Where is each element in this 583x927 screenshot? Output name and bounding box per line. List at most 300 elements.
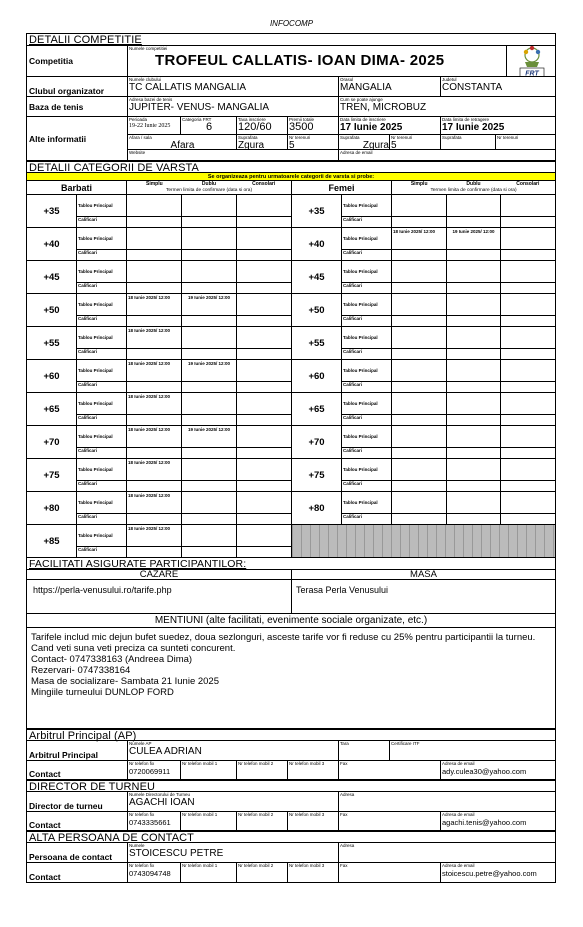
other-contact-label: Contact	[27, 863, 128, 882]
club-label: Clubul organizator	[27, 77, 128, 96]
director-fax-caption: Fax	[340, 812, 348, 817]
director-email-caption: Adresa de email	[442, 812, 475, 817]
qualifying-label: Calificari	[78, 381, 98, 387]
age-category: +70	[27, 426, 77, 458]
base-address: JUPITER- VENUS- MANGALIA	[129, 102, 270, 113]
category-row	[292, 393, 555, 426]
draw-types	[77, 327, 127, 359]
dublu-deadline: 19 Iunie 2025/ 12:00	[182, 360, 237, 381]
dublu-deadline	[447, 360, 502, 381]
main-draw-label: Tablou Principal	[342, 327, 391, 349]
simplu-deadline	[392, 327, 447, 348]
deadline-slots	[127, 360, 291, 392]
qualifying-label: Calificari	[343, 315, 363, 321]
draw-types	[77, 294, 127, 326]
other-fax-caption: Fax	[340, 863, 348, 868]
deadline-slots	[127, 393, 291, 425]
deadline-slots	[392, 294, 555, 326]
referee-label: Arbitrul Principal	[27, 741, 128, 760]
consolari-deadline	[501, 327, 555, 348]
section-competition: DETALII COMPETITIE	[27, 34, 555, 46]
referee-mobile2-caption: Nr telefon mobil 2	[238, 761, 274, 766]
draw-types	[342, 360, 392, 392]
area-value: Afara	[170, 140, 195, 149]
other-name-caption: Numele	[129, 843, 145, 848]
consolari-deadline	[237, 459, 291, 480]
qualifying-label: Calificari	[343, 513, 363, 519]
age-category: +50	[292, 294, 342, 326]
category-row	[292, 228, 555, 261]
category-row	[27, 327, 291, 360]
main-draw-label: Tablou Principal	[342, 294, 391, 316]
deadline-slots	[392, 426, 555, 458]
draw-types	[77, 492, 127, 524]
main-draw-label: Tablou Principal	[77, 228, 126, 250]
consolari-deadline	[237, 195, 291, 216]
deadline-slots	[127, 459, 291, 491]
director-contact-row	[27, 812, 555, 831]
masa-value: Terasa Perla Venusului	[296, 585, 389, 595]
qualifying-label: Calificari	[343, 216, 363, 222]
qualifying-label: Calificari	[78, 249, 98, 255]
period-caption: Perioada	[129, 117, 148, 122]
city-value: MANGALIA	[340, 82, 392, 93]
referee-mobile1-caption: Nr telefon mobil 1	[182, 761, 218, 766]
consolari-deadline	[237, 261, 291, 282]
reach-cell	[339, 97, 555, 116]
deadline-slots	[127, 525, 291, 557]
category-row	[27, 228, 291, 261]
frt-logo-text: FRT	[524, 70, 539, 76]
category-row	[292, 492, 555, 525]
simplu-deadline: 18 Iunie 2025/ 12:00	[127, 360, 182, 381]
director-name: AGACHI IOAN	[129, 797, 195, 808]
simplu-deadline: 18 Iunie 2025/ 12:00	[127, 459, 182, 480]
category-row	[27, 393, 291, 426]
category-caption: Categoria FRT	[182, 117, 212, 122]
simplu-deadline	[392, 261, 447, 282]
other-email-caption: Adresa de email	[442, 863, 475, 868]
dublu-deadline	[447, 459, 502, 480]
contacts-block	[27, 729, 555, 882]
women-simplu-header: Simplu	[410, 181, 428, 187]
simplu-deadline	[392, 492, 447, 513]
category-row	[27, 294, 291, 327]
draw-types	[342, 327, 392, 359]
main-draw-label: Tablou Principal	[342, 492, 391, 514]
withdrawal-deadline-caption: Data limita de retragere	[442, 117, 490, 122]
courts3-caption: Nr terenuri	[497, 135, 519, 140]
deadline-slots	[392, 261, 555, 293]
base-address-cell	[128, 97, 339, 116]
simplu-deadline	[392, 360, 447, 381]
simplu-deadline	[127, 195, 182, 216]
dublu-deadline: 19 Iunie 2025/ 12:00	[182, 426, 237, 447]
main-draw-label: Tablou Principal	[77, 294, 126, 316]
competition-name-caption: Numele competitiei	[129, 46, 168, 51]
consolari-deadline	[501, 228, 555, 249]
men-deadline-header: Termen limita de confirmare (data si ora)	[165, 188, 253, 193]
referee-fax-caption: Fax	[340, 761, 348, 766]
mention-line: Rezervari- 0747338164	[31, 665, 131, 676]
form-sheet	[26, 33, 556, 883]
prize-caption: Premii totale	[289, 117, 315, 122]
category-row	[27, 195, 291, 228]
courts2-value: 5	[391, 140, 397, 149]
mention-line: Contact- 0747338163 (Andreea Dima)	[31, 654, 193, 665]
consolari-deadline	[501, 459, 555, 480]
other-phone-caption: Nr telefon fix	[129, 863, 155, 868]
section-director: DIRECTOR DE TURNEU	[27, 780, 555, 792]
draw-types	[342, 294, 392, 326]
draw-types	[77, 195, 127, 227]
age-category: +45	[292, 261, 342, 293]
age-category: +65	[292, 393, 342, 425]
deadline-slots	[127, 426, 291, 458]
mention-line: Masa de socializare- Sambata 21 Iunie 2025	[31, 676, 220, 687]
age-category: +35	[27, 195, 77, 227]
simplu-deadline	[392, 393, 447, 414]
category-value: 6	[205, 121, 213, 133]
mentions-title: MENTIUNI (alte facilitati, evenimente sociale organizate, etc.)	[154, 615, 428, 626]
area-caption: Afara / sala	[129, 135, 152, 140]
draw-types	[77, 426, 127, 458]
director-contact-label: Contact	[27, 812, 128, 830]
referee-contact-row	[27, 761, 555, 780]
section-categories: DETALII CATEGORII DE VARSTA	[27, 161, 555, 173]
dublu-deadline	[447, 327, 502, 348]
referee-name-caption: Numele AP	[129, 741, 152, 746]
referee-mobile3-caption: Nr telefon mobil 3	[289, 761, 325, 766]
main-draw-label: Tablou Principal	[77, 426, 126, 448]
age-category: +50	[27, 294, 77, 326]
referee-cert-caption: Certificare ITF	[391, 741, 420, 746]
referee-phone-caption: Nr telefon fix	[129, 761, 155, 766]
referee-country-caption: Tara	[340, 741, 349, 746]
men-categories	[27, 181, 291, 558]
dublu-deadline: 19 Iunie 2025/ 12:00	[447, 228, 502, 249]
simplu-deadline: 18 Iunie 2025/ 12:00	[127, 393, 182, 414]
surface-caption: Suprafata	[238, 135, 258, 140]
director-name-row	[27, 792, 555, 812]
main-draw-label: Tablou Principal	[342, 228, 391, 250]
dublu-deadline	[447, 393, 502, 414]
surface2-caption: Suprafata	[340, 135, 360, 140]
base-address-caption: Adresa bazei de tenis	[129, 97, 173, 102]
category-row	[292, 360, 555, 393]
club-name: TC CALLATIS MANGALIA	[129, 82, 247, 93]
draw-types	[77, 360, 127, 392]
club-name-cell	[128, 77, 339, 96]
section-other: ALTA PERSOANA DE CONTACT	[27, 831, 555, 843]
deadline-slots	[127, 492, 291, 524]
info-grid	[128, 117, 555, 160]
categories-table	[27, 181, 555, 558]
qualifying-label: Calificari	[78, 414, 98, 420]
draw-types	[342, 228, 392, 260]
deadline-slots	[392, 360, 555, 392]
cazare-value: https://perla-venusului.ro/tarife.php	[27, 580, 292, 613]
age-category: +60	[292, 360, 342, 392]
masa-header: MASA	[410, 569, 437, 580]
dublu-deadline	[447, 492, 502, 513]
competition-row	[27, 46, 555, 77]
deadline-slots	[127, 327, 291, 359]
women-deadline-header: Termen limita de confirmare (data si ora)	[430, 188, 517, 193]
consolari-deadline	[237, 525, 291, 546]
age-category: +55	[292, 327, 342, 359]
dublu-deadline	[447, 195, 502, 216]
info-row	[27, 117, 555, 161]
mention-line: Mingiile turneului DUNLOP FORD	[31, 687, 174, 698]
deadline-slots	[392, 327, 555, 359]
mentions-title-row	[27, 614, 555, 628]
age-category: +35	[292, 195, 342, 227]
club-row	[27, 77, 555, 97]
dublu-deadline	[182, 459, 237, 480]
simplu-deadline	[127, 228, 182, 249]
main-draw-label: Tablou Principal	[342, 261, 391, 283]
consolari-deadline	[501, 195, 555, 216]
referee-name: CULEA ADRIAN	[129, 746, 202, 757]
age-category: +55	[27, 327, 77, 359]
director-email: agachi.tenis@yahoo.com	[442, 818, 527, 827]
women-dublu-header: Dublu	[466, 181, 481, 187]
simplu-deadline: 18 Iunie 2025/ 12:00	[127, 525, 182, 546]
main-draw-label: Tablou Principal	[342, 426, 391, 448]
consolari-deadline	[501, 492, 555, 513]
deadline-slots	[392, 492, 555, 524]
main-draw-label: Tablou Principal	[77, 261, 126, 283]
surface-value: Zgura	[238, 140, 265, 149]
frt-logo-icon	[515, 46, 549, 76]
category-row	[292, 426, 555, 459]
age-category: +60	[27, 360, 77, 392]
referee-email-caption: Adresa de email	[442, 761, 475, 766]
main-draw-label: Tablou Principal	[77, 393, 126, 415]
other-mobile2-caption: Nr telefon mobil 2	[238, 863, 274, 868]
consolari-deadline	[501, 360, 555, 381]
simplu-deadline: 18 Iunie 2025/ 12:00	[127, 426, 182, 447]
withdrawal-deadline: 17 Iunie 2025	[442, 122, 505, 133]
age-category: +80	[292, 492, 342, 524]
qualifying-label: Calificari	[78, 216, 98, 222]
deadline-slots	[392, 228, 555, 260]
qualifying-label: Calificari	[343, 282, 363, 288]
main-draw-label: Tablou Principal	[77, 360, 126, 382]
draw-types	[77, 525, 127, 557]
other-mobile1-caption: Nr telefon mobil 1	[182, 863, 218, 868]
dublu-deadline	[182, 261, 237, 282]
simplu-deadline: 18 Iunie 2025/ 12:00	[127, 492, 182, 513]
facilities-values-row	[27, 580, 555, 614]
header-title: INFOCOMP	[269, 19, 314, 28]
county-value: CONSTANTA	[442, 82, 503, 93]
deadline-slots	[127, 228, 291, 260]
draw-types	[342, 492, 392, 524]
director-phone: 0743335661	[129, 818, 171, 827]
other-name: STOICESCU PETRE	[129, 848, 224, 859]
city-cell	[339, 77, 441, 96]
courts2-caption: Nr terenuri	[391, 135, 413, 140]
women-header: Femei	[292, 181, 392, 194]
draw-types	[342, 426, 392, 458]
simplu-deadline: 18 Iunie 2025/ 12:00	[127, 294, 182, 315]
other-phone: 0743094748	[129, 869, 171, 878]
period-value: 19-22 Iunie 2025	[129, 123, 171, 129]
draw-types	[77, 261, 127, 293]
base-row	[27, 97, 555, 117]
main-draw-label: Tablou Principal	[77, 195, 126, 217]
other-label: Persoana de contact	[27, 843, 128, 862]
simplu-deadline	[392, 294, 447, 315]
prize-value: 3500	[289, 121, 314, 133]
referee-name-row	[27, 741, 555, 761]
dublu-deadline	[182, 525, 237, 546]
cazare-header: CAZARE	[27, 570, 292, 579]
section-facilities: FACILITATI ASIGURATE PARTICIPANTILOR:	[27, 558, 555, 570]
simplu-deadline	[392, 459, 447, 480]
qualifying-label: Calificari	[78, 348, 98, 354]
draw-types	[77, 393, 127, 425]
website-caption: Website	[129, 150, 146, 155]
draw-types	[342, 393, 392, 425]
dublu-deadline	[447, 426, 502, 447]
referee-email: ady.culea30@yahoo.com	[442, 767, 527, 776]
main-draw-label: Tablou Principal	[77, 492, 126, 514]
section-referee: Arbitrul Principal (AP)	[27, 729, 555, 741]
qualifying-label: Calificari	[78, 513, 98, 519]
men-dublu-header: Dublu	[201, 181, 217, 187]
age-category: +80	[27, 492, 77, 524]
men-simplu-header: Simplu	[146, 181, 163, 187]
club-name-caption: Numele clubului	[129, 77, 162, 82]
dublu-deadline: 19 Iunie 2025/ 12:00	[182, 294, 237, 315]
age-category: +65	[27, 393, 77, 425]
consolari-deadline	[237, 228, 291, 249]
deadline-slots	[392, 393, 555, 425]
qualifying-label: Calificari	[78, 546, 98, 552]
men-header: Barbati	[27, 181, 127, 194]
competition-name: TROFEUL CALLATIS- IOAN DIMA- 2025	[155, 52, 445, 69]
courts-caption: Nr terenuri	[289, 135, 311, 140]
simplu-deadline	[392, 426, 447, 447]
age-category: +40	[292, 228, 342, 260]
category-row	[27, 525, 291, 558]
qualifying-label: Calificari	[343, 249, 363, 255]
consolari-deadline	[237, 426, 291, 447]
main-draw-label: Tablou Principal	[77, 525, 126, 547]
deadline-slots	[127, 261, 291, 293]
age-category: +40	[27, 228, 77, 260]
consolari-deadline	[237, 360, 291, 381]
dublu-deadline	[182, 195, 237, 216]
age-category: +75	[292, 459, 342, 491]
category-row	[27, 426, 291, 459]
county-cell	[441, 77, 555, 96]
empty-slot	[292, 525, 555, 558]
surface3-caption: Suprafata	[442, 135, 462, 140]
mentions-text	[27, 628, 555, 729]
deadline-slots	[392, 195, 555, 227]
director-phone-caption: Nr telefon fix	[129, 812, 155, 817]
registration-deadline: 17 Iunie 2025	[340, 122, 403, 133]
categories-banner: Se organizeaza pentru urmatoarele categorii de varsta si probe:	[27, 173, 555, 181]
director-name-caption: Numele Directorului de Turneu	[129, 792, 191, 797]
category-row	[27, 459, 291, 492]
category-row	[27, 261, 291, 294]
simplu-deadline	[392, 195, 447, 216]
draw-types	[342, 459, 392, 491]
reach-value: TREN, MICROBUZ	[340, 102, 427, 113]
dublu-deadline	[182, 393, 237, 414]
main-draw-label: Tablou Principal	[342, 393, 391, 415]
consolari-deadline	[237, 393, 291, 414]
main-draw-label: Tablou Principal	[342, 195, 391, 217]
qualifying-label: Calificari	[343, 381, 363, 387]
category-row	[292, 327, 555, 360]
main-draw-label: Tablou Principal	[77, 327, 126, 349]
dublu-deadline	[182, 228, 237, 249]
email-caption: Adresa de email	[340, 150, 373, 155]
consolari-deadline	[501, 393, 555, 414]
surface2-value: Zgura	[362, 140, 389, 149]
dublu-deadline	[182, 492, 237, 513]
draw-types	[342, 261, 392, 293]
simplu-deadline	[127, 261, 182, 282]
qualifying-label: Calificari	[343, 348, 363, 354]
deadline-slots	[127, 294, 291, 326]
qualifying-label: Calificari	[343, 414, 363, 420]
other-email: stoicescu.petre@yahoo.com	[442, 869, 537, 878]
director-mobile1-caption: Nr telefon mobil 1	[182, 812, 218, 817]
qualifying-label: Calificari	[78, 315, 98, 321]
qualifying-label: Calificari	[343, 447, 363, 453]
director-mobile3-caption: Nr telefon mobil 3	[289, 812, 325, 817]
competition-label: Competitia	[27, 46, 128, 76]
city-caption: Orasul	[340, 77, 354, 82]
county-caption: Judetul	[442, 77, 457, 82]
qualifying-label: Calificari	[343, 480, 363, 486]
consolari-deadline	[501, 294, 555, 315]
men-consolari-header: Consolari	[252, 181, 276, 187]
other-contact-row	[27, 863, 555, 882]
age-category: +45	[27, 261, 77, 293]
dublu-deadline	[182, 327, 237, 348]
category-row	[292, 195, 555, 228]
fee-value: 120/60	[238, 121, 272, 133]
age-category: +85	[27, 525, 77, 557]
consolari-deadline	[501, 426, 555, 447]
women-categories	[291, 181, 555, 558]
consolari-deadline	[501, 261, 555, 282]
referee-phone: 0720069911	[129, 767, 171, 776]
category-row	[292, 459, 555, 492]
category-row	[292, 261, 555, 294]
director-mobile2-caption: Nr telefon mobil 2	[238, 812, 274, 817]
qualifying-label: Calificari	[78, 282, 98, 288]
facilities-header-row	[27, 570, 555, 580]
mention-line: Cand veti suna veti preciza ca sunteti concurent.	[31, 643, 236, 654]
deadline-slots	[392, 459, 555, 491]
draw-types	[342, 195, 392, 227]
draw-types	[77, 459, 127, 491]
competition-name-cell	[128, 46, 507, 76]
reach-caption: Cum se poate ajunge	[340, 97, 383, 102]
base-label: Baza de tenis	[27, 97, 128, 116]
main-draw-label: Tablou Principal	[77, 459, 126, 481]
dublu-deadline	[447, 294, 502, 315]
